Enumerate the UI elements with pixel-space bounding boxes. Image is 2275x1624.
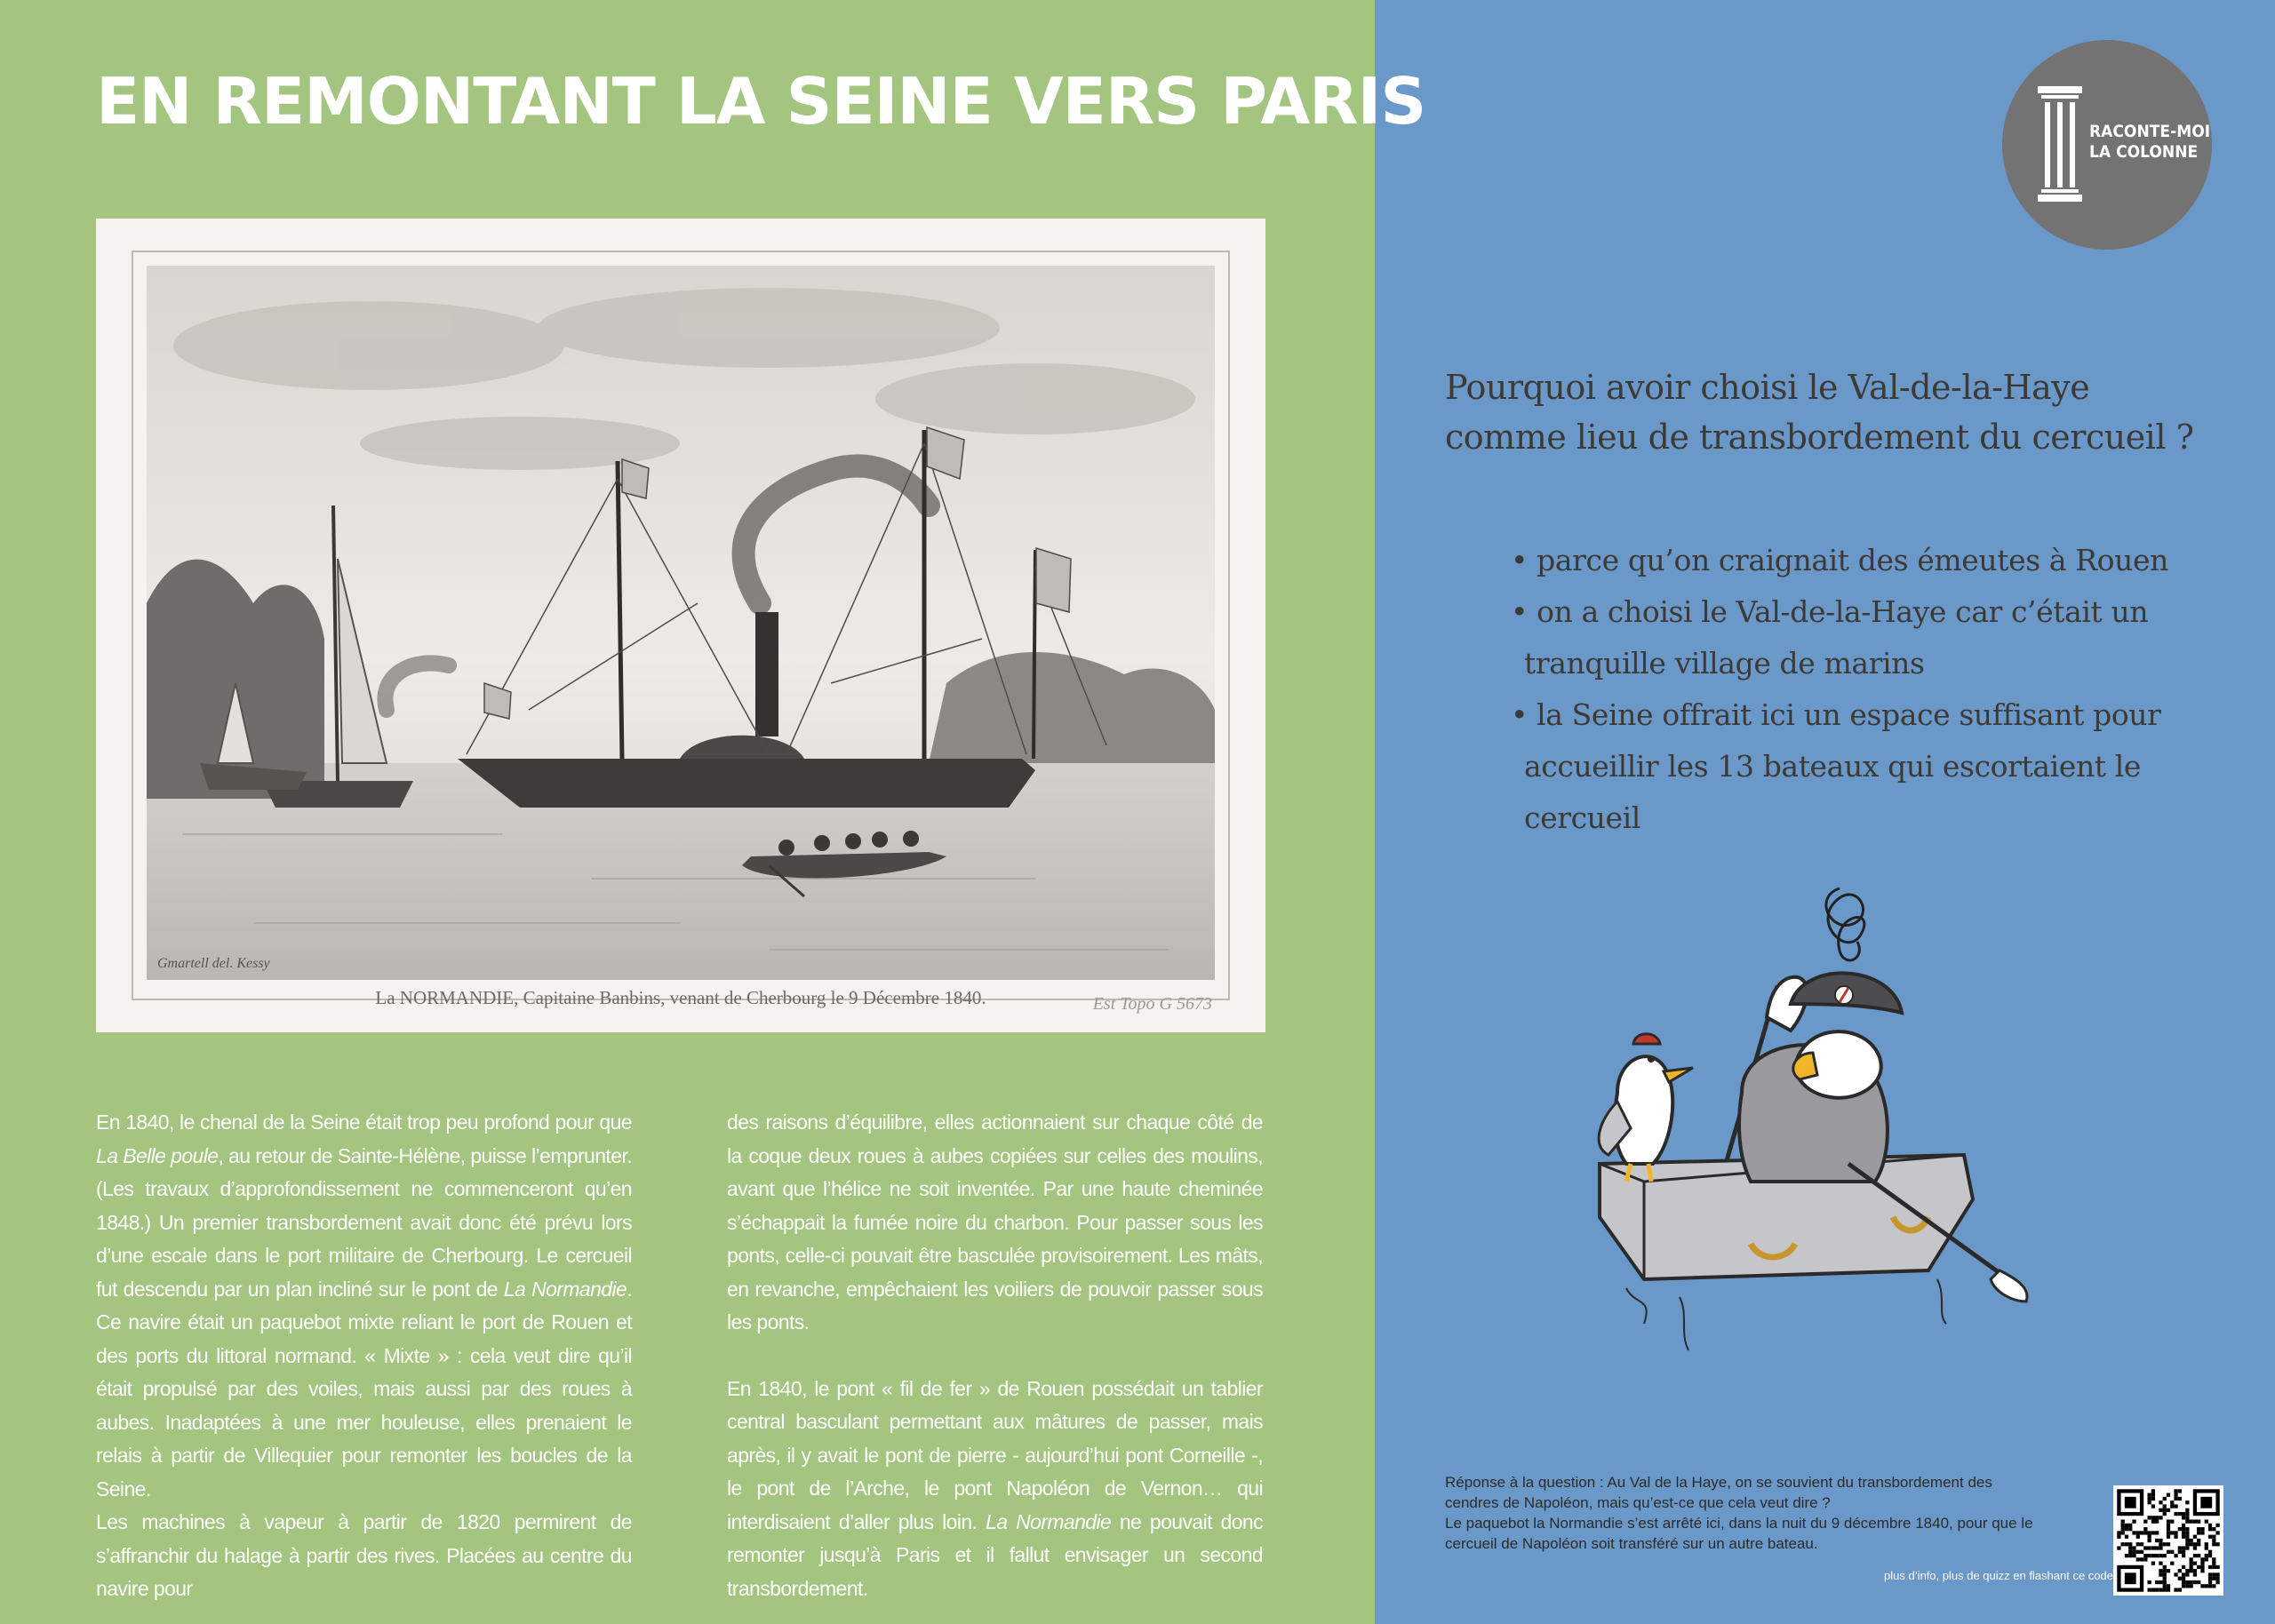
- archive-stamp: Est Topo G 5673: [1092, 994, 1212, 1014]
- lithograph-image: [96, 219, 1265, 1032]
- bullet-line: • la Seine offrait ici un espace suffisant pour: [1511, 697, 2161, 732]
- raconte-moi-la-colonne-logo: [2002, 40, 2212, 250]
- text-run: En 1840, le pont « fil de fer » de Rouen possédait un tablier central basculant permettant aux mâtures de passer, mais après, il y avait le pont de pierre - aujourd’hui pont Corneille -, le pont de l’Arche, le pont Napoléon de Vernon… qui interdisaient d’aller plus loin.: [727, 1376, 1263, 1533]
- ship-name: La Normandie: [986, 1509, 1112, 1533]
- article-column-1: [96, 1106, 632, 1606]
- page-title: EN REMONTANT LA SEINE VERS PARIS: [96, 64, 1426, 139]
- qr-code[interactable]: [2113, 1485, 2223, 1596]
- article-paragraph: [96, 1106, 632, 1506]
- answer-bullet-list: [1511, 535, 2168, 844]
- article-paragraph: des raisons d’équilibre, elles actionnaient sur chaque côté de la coque deux roues à aubes copiées sur celles des moulins, avant que l’hélice ne soit inventée. Par une haute cheminée s’échappait la fumée noire du charbon. Pour passer sous les ponts, celle-ci pouvait être basculée provisoirement. Les mâts, en revanche, empêchaient les voiliers de pouvoir passer sous les ponts.: [727, 1111, 1263, 1333]
- ship-name: La Normandie: [503, 1277, 627, 1301]
- text-run: ne pouvait donc remonter jusqu’à Paris et il fallut envisager un second transbordement.: [727, 1509, 1264, 1600]
- article-column-2: [727, 1106, 1263, 1605]
- text-run: , au retour de Sainte-Hélène, puisse l’emprunter. (Les travaux d’approfondissement ne commenceront qu’en 1848.) Un premier transbordement avait donc été prévu lors d’une escale dans le port militaire de Cherbourg. Le cercueil fut descendu par un plan incliné sur le pont de: [96, 1143, 632, 1301]
- ship-name: La Belle poule: [96, 1143, 219, 1167]
- quiz-question: Pourquoi avoir choisi le Val-de-la-Haye comme lieu de transbordement du cercueil ?: [1445, 368, 2194, 457]
- bullet-line: • parce qu’on craignait des émeutes à Rouen: [1511, 543, 2168, 577]
- artist-signature: Gmartell del. Kessy: [157, 956, 270, 971]
- column-icon: [2038, 86, 2082, 202]
- article-paragraph: [727, 1373, 1263, 1606]
- text-run: En 1840, le chenal de la Seine était trop peu profond pour que: [96, 1111, 632, 1134]
- image-caption: La NORMANDIE, Capitaine Banbins, venant de Cherbourg le 9 Décembre 1840.: [375, 987, 986, 1008]
- steamship-illustration: [147, 266, 1215, 980]
- bullet-line: tranquille village de marins: [1524, 646, 1925, 681]
- logo-text: RACONTE-MOI LA COLONNE: [2089, 122, 2211, 162]
- text-run: . Ce navire était un paquebot mixte reliant le port de Rouen et des ports du littoral normand. « Mixte » : cela veut dire qu’il était propulsé par des voiles, mais aussi par des roues à aubes. Inadaptées à une mer houleuse, elles prenaient le relais à partir de Villequier pour remonter les boucles de la Seine.: [96, 1277, 632, 1501]
- quiz-answer: Réponse à la question : Au Val de la Haye, on se souvient du transbordement des cendres de Napoléon, mais qu’est-ce que cela veut dire ? Le paquebot la Normandie s’est arrêté ici, dans la nuit du 9 décembre 1840, pour que le cercueil de Napoléon soit transféré sur un autre bateau.: [1445, 1474, 2033, 1552]
- bullet-line: cercueil: [1524, 800, 1640, 835]
- qr-code-icon: [2113, 1485, 2223, 1596]
- qr-note: plus d’info, plus de quizz en flashant ce code: [1884, 1569, 2114, 1582]
- bullet-line: accueillir les 13 bateaux qui escortaient le: [1524, 749, 2142, 784]
- article-paragraph: Les machines à vapeur à partir de 1820 permirent de s’affranchir du halage à partir des rives. Placées au centre du navire pour: [96, 1510, 632, 1600]
- bullet-line: • on a choisi le Val-de-la-Haye car c’était un: [1511, 594, 2149, 629]
- cartoon-illustration: [1546, 862, 2062, 1368]
